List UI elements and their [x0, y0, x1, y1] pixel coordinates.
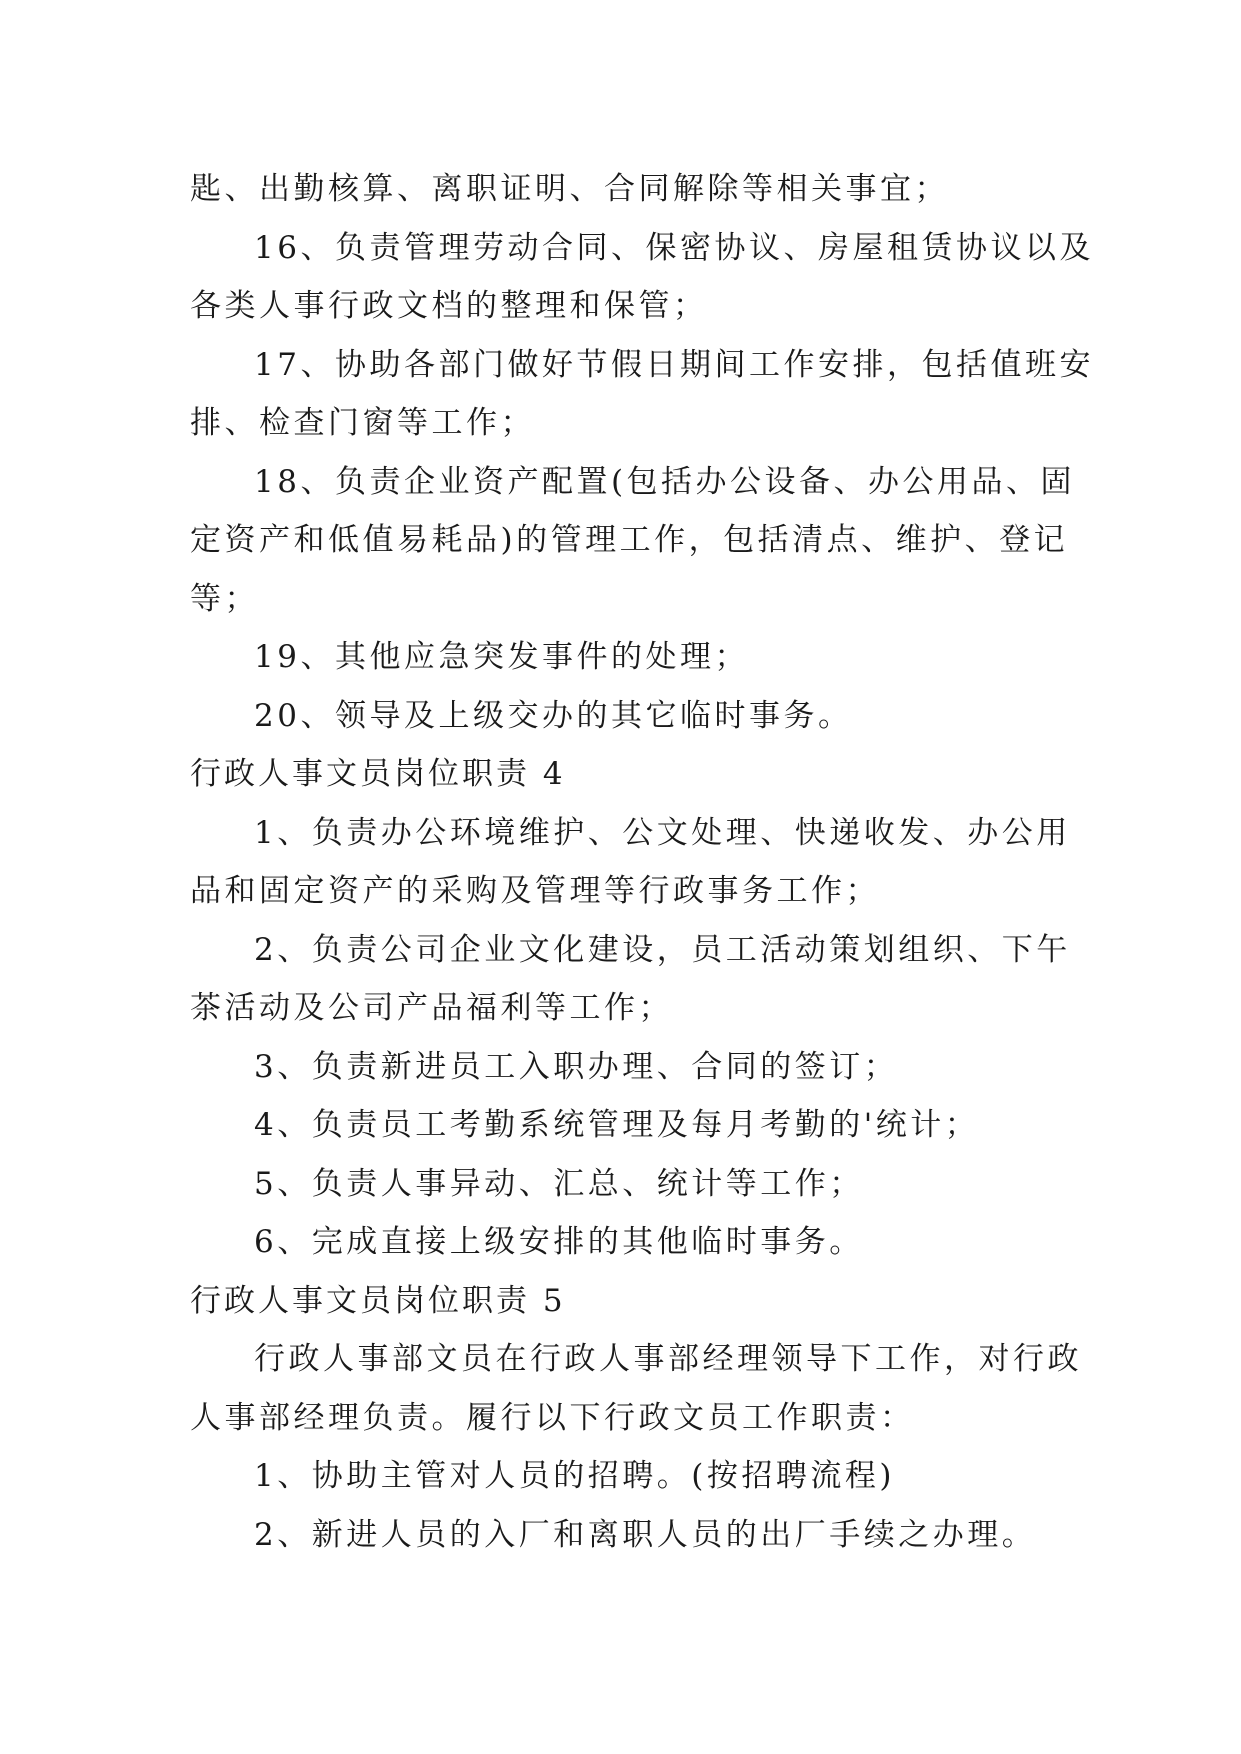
text-line: 5、负责人事异动、汇总、统计等工作； — [254, 1165, 864, 1202]
text-line: 2、新进人员的入厂和离职人员的出厂手续之办理。 — [254, 1516, 1037, 1553]
text-line: 人事部经理负责。履行以下行政文员工作职责： — [190, 1399, 915, 1436]
text-line: 茶活动及公司产品福利等工作； — [190, 990, 673, 1026]
text-line: 各类人事行政文档的整理和保管； — [190, 288, 708, 324]
text-line: 定资产和低值易耗品)的管理工作，包括清点、维护、登记 — [190, 522, 1069, 558]
text-line: 品和固定资产的采购及管理等行政事务工作； — [190, 873, 880, 909]
text-line: 等； — [190, 580, 259, 617]
section-heading: 行政人事文员岗位职责 4 — [190, 756, 566, 792]
text-line: 17、协助各部门做好节假日期间工作安排，包括值班安 — [254, 346, 1094, 383]
text-line: 18、负责企业资产配置(包括办公设备、办公用品、固 — [254, 463, 1076, 500]
text-line: 20、领导及上级交办的其它临时事务。 — [254, 697, 853, 734]
text-line: 排、检查门窗等工作； — [190, 405, 535, 441]
text-line: 6、完成直接上级安排的其他临时事务。 — [254, 1224, 864, 1260]
text-line: 1、负责办公环境维护、公文处理、快递收发、办公用 — [254, 814, 1071, 851]
text-line: 1、协助主管对人员的招聘。(按招聘流程) — [254, 1458, 895, 1494]
document-body — [190, 160, 1094, 1564]
text-line: 行政人事部文员在行政人事部经理领导下工作，对行政 — [254, 1341, 1082, 1377]
text-line: 19、其他应急突发事件的处理； — [254, 639, 749, 675]
text-line: 匙、出勤核算、离职证明、合同解除等相关事宜； — [190, 171, 949, 207]
section-heading: 行政人事文员岗位职责 5 — [190, 1282, 566, 1319]
text-line: 2、负责公司企业文化建设，员工活动策划组织、下午 — [254, 931, 1071, 968]
text-line: 16、负责管理劳动合同、保密协议、房屋租赁协议以及 — [254, 229, 1094, 266]
text-line: 3、负责新进员工入职办理、合同的签订； — [254, 1048, 899, 1085]
text-line: 4、负责员工考勤系统管理及每月考勤的'统计； — [254, 1107, 980, 1143]
